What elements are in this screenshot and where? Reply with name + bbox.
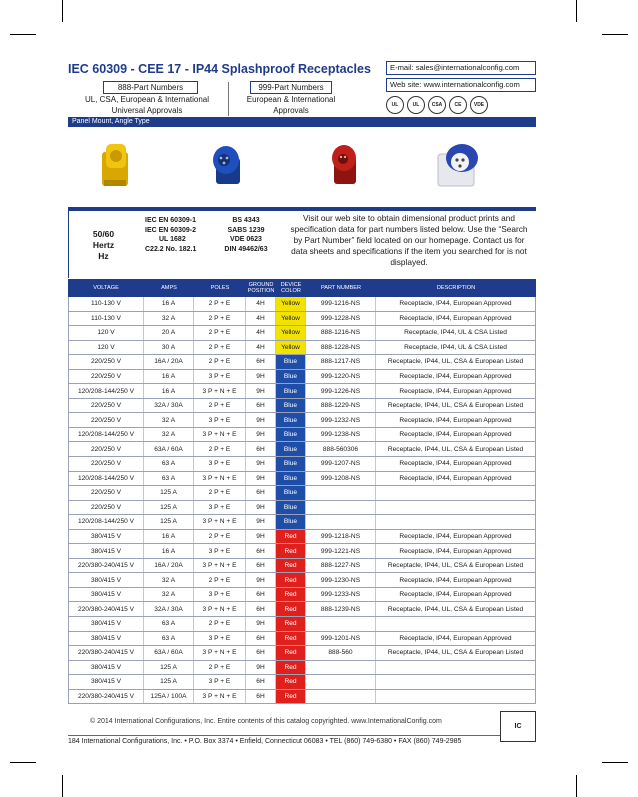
table-row: [68, 486, 536, 501]
standard-item: UL 1682: [159, 236, 186, 243]
cell-amps: 63 A: [144, 472, 194, 486]
cell-amps: 16 A: [144, 384, 194, 398]
cell-poles: 2 P + E: [194, 355, 246, 369]
cell-poles: 3 P + E: [194, 501, 246, 515]
cell-ground-position: 9H: [246, 428, 276, 442]
cell-ground-position: 9H: [246, 661, 276, 675]
cell-part-number: [306, 486, 376, 500]
cell-ground-position: 9H: [246, 457, 276, 471]
cell-ground-position: 6H: [246, 442, 276, 456]
table-row: [68, 559, 536, 574]
freq-line1: 50/60: [92, 229, 115, 239]
cell-poles: 3 P + N + E: [194, 646, 246, 660]
cell-ground-position: 6H: [246, 486, 276, 500]
cell-poles: 3 P + N + E: [194, 472, 246, 486]
cell-voltage: 220/250 V: [68, 486, 144, 500]
cell-part-number[interactable]: 888-1217-NS: [306, 355, 376, 369]
table-row: [68, 428, 536, 443]
cell-ground-position: 6H: [246, 675, 276, 689]
freq-line3: Hz: [98, 251, 109, 261]
cell-description: [376, 501, 536, 515]
cell-part-number[interactable]: 888-560: [306, 646, 376, 660]
cell-device-color: Blue: [276, 413, 306, 427]
cell-device-color: Yellow: [276, 297, 306, 311]
footer-divider: [68, 735, 500, 736]
cell-poles: 3 P + N + E: [194, 428, 246, 442]
cell-poles: 3 P + N + E: [194, 515, 246, 529]
cell-voltage: 220/250 V: [68, 442, 144, 456]
cell-voltage: 220/380-240/415 V: [68, 690, 144, 704]
approval-999: [232, 94, 350, 116]
cell-description: Receptacle, IP44, UL, CSA & European Listed: [376, 559, 536, 573]
crop-mark: [10, 34, 36, 35]
cell-ground-position: 9H: [246, 617, 276, 631]
cell-voltage: 220/380-240/415 V: [68, 559, 144, 573]
cell-device-color: Yellow: [276, 312, 306, 326]
frequency-block: [68, 211, 138, 278]
cell-description: Receptacle, IP44, European Approved: [376, 413, 536, 427]
cell-part-number[interactable]: 888-560306: [306, 442, 376, 456]
cell-voltage: 220/250 V: [68, 501, 144, 515]
standard-item: IEC EN 60309-2: [145, 226, 196, 234]
cell-voltage: 120 V: [68, 341, 144, 355]
cell-poles: 3 P + E: [194, 457, 246, 471]
cell-ground-position: 6H: [246, 690, 276, 704]
website-link[interactable]: Web site: www.internationalconfig.com: [386, 78, 536, 92]
table-row: [68, 341, 536, 356]
cert-mark-icon: CSA: [428, 96, 446, 114]
cell-ground-position: 4H: [246, 312, 276, 326]
cell-part-number[interactable]: 999-1220-NS: [306, 370, 376, 384]
approval-999-line2: Approvals: [273, 106, 309, 115]
approval-888-line2: Universal Approvals: [111, 106, 183, 115]
cell-voltage: 380/415 V: [68, 588, 144, 602]
cell-part-number[interactable]: 999-1230-NS: [306, 573, 376, 587]
cell-amps: 32A / 30A: [144, 399, 194, 413]
cell-poles: 2 P + E: [194, 312, 246, 326]
info-top-bar: [68, 207, 536, 211]
cell-part-number: [306, 690, 376, 704]
cell-amps: 16 A: [144, 370, 194, 384]
cell-device-color: Blue: [276, 399, 306, 413]
cell-part-number: [306, 617, 376, 631]
cell-amps: 16 A: [144, 530, 194, 544]
cell-description: Receptacle, IP44, UL, CSA & European Listed: [376, 355, 536, 369]
cell-poles: 2 P + E: [194, 341, 246, 355]
cert-mark-icon: CE: [449, 96, 467, 114]
cell-voltage: 220/250 V: [68, 457, 144, 471]
cell-poles: 3 P + N + E: [194, 602, 246, 616]
table-row: [68, 442, 536, 457]
table-row: [68, 530, 536, 545]
cell-poles: 2 P + E: [194, 442, 246, 456]
crop-mark: [576, 775, 577, 797]
cell-part-number[interactable]: 888-1228-NS: [306, 341, 376, 355]
cell-voltage: 220/250 V: [68, 355, 144, 369]
cell-amps: 20 A: [144, 326, 194, 340]
cell-ground-position: 9H: [246, 384, 276, 398]
header-part-number: PART NUMBER: [320, 284, 362, 291]
cell-ground-position: 6H: [246, 632, 276, 646]
cell-poles: 2 P + E: [194, 297, 246, 311]
standard-item: BS 4343: [232, 217, 260, 224]
cell-voltage: 220/250 V: [68, 399, 144, 413]
cell-part-number: [306, 501, 376, 515]
cell-amps: 63A / 60A: [144, 442, 194, 456]
table-row: [68, 399, 536, 414]
cell-part-number[interactable]: 888-1216-NS: [306, 326, 376, 340]
cell-description: Receptacle, IP44, European Approved: [376, 544, 536, 558]
cell-description: [376, 661, 536, 675]
cell-poles: 3 P + N + E: [194, 690, 246, 704]
cell-voltage: 380/415 V: [68, 530, 144, 544]
cell-part-number[interactable]: 999-1238-NS: [306, 428, 376, 442]
cell-poles: 3 P + E: [194, 632, 246, 646]
cell-part-number[interactable]: 999-1232-NS: [306, 413, 376, 427]
header-poles: POLES: [210, 284, 230, 291]
cell-device-color: Red: [276, 573, 306, 587]
cell-amps: 16 A: [144, 297, 194, 311]
mount-type-bar: Panel Mount, Angle Type: [68, 117, 536, 127]
table-row: [68, 384, 536, 399]
cell-voltage: 120/208-144/250 V: [68, 428, 144, 442]
cell-poles: 2 P + E: [194, 661, 246, 675]
cell-description: [376, 486, 536, 500]
header-divider: [228, 82, 229, 116]
company-address: 184 International Configurations, Inc. • P.O. Box 3374 • Enfield, Connecticut 06083 • TEL (860) 749-6380 • FAX (860) 749-2985: [68, 738, 462, 745]
cell-ground-position: 4H: [246, 297, 276, 311]
header-voltage: VOLTAGE: [93, 284, 119, 291]
cell-amps: 125 A: [144, 675, 194, 689]
cell-amps: 30 A: [144, 341, 194, 355]
cell-description: Receptacle, IP44, UL, CSA & European Listed: [376, 646, 536, 660]
table-row: [68, 617, 536, 632]
cell-description: Receptacle, IP44, European Approved: [376, 384, 536, 398]
standard-item: SABS 1239: [227, 226, 265, 234]
certification-marks: [386, 94, 536, 116]
cell-poles: 3 P + E: [194, 413, 246, 427]
cell-amps: 125 A: [144, 486, 194, 500]
copyright-note: © 2014 International Configurations, Inc. Entire contents of this catalog copyrighted. www.InternationalConfig.com: [90, 718, 442, 725]
cell-device-color: Yellow: [276, 326, 306, 340]
cell-device-color: Red: [276, 559, 306, 573]
email-link[interactable]: E-mail: sales@internationalconfig.com: [386, 61, 536, 75]
table-row: [68, 515, 536, 530]
cell-description: Receptacle, IP44, European Approved: [376, 297, 536, 311]
cell-poles: 2 P + E: [194, 573, 246, 587]
cell-description: Receptacle, IP44, UL & CSA Listed: [376, 341, 536, 355]
cell-device-color: Blue: [276, 457, 306, 471]
cell-ground-position: 9H: [246, 573, 276, 587]
standard-item: DIN 49462/63: [224, 245, 268, 253]
table-row: [68, 661, 536, 676]
approval-888-line1: UL, CSA, European & International: [84, 95, 210, 104]
cell-amps: 16 A: [144, 544, 194, 558]
cell-description: Receptacle, IP44, UL, CSA & European Listed: [376, 442, 536, 456]
cell-device-color: Blue: [276, 515, 306, 529]
cell-description: Receptacle, IP44, European Approved: [376, 530, 536, 544]
cell-description: Receptacle, IP44, UL, CSA & European Listed: [376, 399, 536, 413]
cell-poles: 2 P + E: [194, 399, 246, 413]
table-row: [68, 472, 536, 487]
cell-description: Receptacle, IP44, UL & CSA Listed: [376, 326, 536, 340]
cell-part-number[interactable]: 999-1233-NS: [306, 588, 376, 602]
cell-poles: 2 P + E: [194, 326, 246, 340]
receptacle-table: [68, 297, 536, 704]
cell-voltage: 220/250 V: [68, 370, 144, 384]
cell-amps: 16A / 20A: [144, 559, 194, 573]
cell-poles: 3 P + E: [194, 675, 246, 689]
cell-ground-position: 6H: [246, 602, 276, 616]
cell-part-number[interactable]: 999-1221-NS: [306, 544, 376, 558]
cell-ground-position: 4H: [246, 341, 276, 355]
cell-part-number: [306, 515, 376, 529]
cell-device-color: Red: [276, 661, 306, 675]
cell-amps: 32 A: [144, 588, 194, 602]
cell-ground-position: 9H: [246, 530, 276, 544]
cell-device-color: Yellow: [276, 341, 306, 355]
cell-voltage: 110-130 V: [68, 312, 144, 326]
cell-voltage: 380/415 V: [68, 661, 144, 675]
standard-item: VDE 0623: [230, 236, 262, 243]
table-row: [68, 370, 536, 385]
table-row: [68, 675, 536, 690]
cell-device-color: Red: [276, 646, 306, 660]
cell-device-color: Blue: [276, 442, 306, 456]
cell-description: Receptacle, IP44, European Approved: [376, 472, 536, 486]
cell-description: Receptacle, IP44, European Approved: [376, 370, 536, 384]
table-row: [68, 457, 536, 472]
cell-voltage: 120/208-144/250 V: [68, 515, 144, 529]
cell-amps: 125 A: [144, 661, 194, 675]
cell-ground-position: 9H: [246, 370, 276, 384]
cell-ground-position: 9H: [246, 472, 276, 486]
cell-poles: 3 P + N + E: [194, 559, 246, 573]
cell-poles: 2 P + E: [194, 530, 246, 544]
table-row: [68, 326, 536, 341]
cell-voltage: 220/250 V: [68, 413, 144, 427]
cell-poles: 3 P + E: [194, 544, 246, 558]
crop-mark: [62, 0, 63, 22]
cell-amps: 32 A: [144, 428, 194, 442]
table-row: [68, 544, 536, 559]
cell-poles: 3 P + E: [194, 588, 246, 602]
cell-device-color: Blue: [276, 472, 306, 486]
cell-device-color: Blue: [276, 486, 306, 500]
crop-mark: [576, 0, 577, 22]
cell-device-color: Red: [276, 675, 306, 689]
part-999-label: 999-Part Numbers: [250, 81, 332, 94]
table-row: [68, 646, 536, 661]
cell-poles: 3 P + E: [194, 370, 246, 384]
cell-device-color: Blue: [276, 355, 306, 369]
cell-amps: 63 A: [144, 617, 194, 631]
cell-poles: 2 P + E: [194, 486, 246, 500]
cell-voltage: 380/415 V: [68, 544, 144, 558]
header-amps: AMPS: [161, 284, 177, 291]
cell-amps: 32 A: [144, 413, 194, 427]
freq-line2: Hertz: [92, 240, 115, 250]
cell-voltage: 120 V: [68, 326, 144, 340]
standards-col1: [145, 216, 196, 254]
cell-voltage: 380/415 V: [68, 675, 144, 689]
table-row: [68, 573, 536, 588]
yellow-receptacle-icon: [88, 140, 140, 190]
crop-mark: [602, 34, 628, 35]
cell-part-number[interactable]: 999-1208-NS: [306, 472, 376, 486]
standards-col2: [216, 216, 276, 254]
cell-part-number[interactable]: 888-1229-NS: [306, 399, 376, 413]
table-row: [68, 690, 536, 705]
cell-description: [376, 617, 536, 631]
cell-part-number[interactable]: 999-1226-NS: [306, 384, 376, 398]
cell-part-number: [306, 675, 376, 689]
cell-part-number[interactable]: 999-1201-NS: [306, 632, 376, 646]
crop-mark: [62, 775, 63, 797]
cell-ground-position: 6H: [246, 355, 276, 369]
cell-description: Receptacle, IP44, UL, CSA & European Listed: [376, 602, 536, 616]
table-row: [68, 413, 536, 428]
table-row: [68, 632, 536, 647]
cell-voltage: 120/208-144/250 V: [68, 384, 144, 398]
cert-mark-icon: VDE: [470, 96, 488, 114]
table-row: [68, 588, 536, 603]
cell-device-color: Blue: [276, 370, 306, 384]
part-888-label: 888-Part Numbers: [103, 81, 198, 94]
header-ground-position: GROUND POSITION: [247, 281, 275, 294]
logo-text: IC: [514, 723, 522, 730]
cell-description: [376, 690, 536, 704]
cell-description: Receptacle, IP44, European Approved: [376, 573, 536, 587]
cell-description: Receptacle, IP44, European Approved: [376, 457, 536, 471]
cell-amps: 16A / 20A: [144, 355, 194, 369]
cell-amps: 125 A: [144, 515, 194, 529]
cell-voltage: 220/380-240/415 V: [68, 646, 144, 660]
cell-poles: 3 P + N + E: [194, 384, 246, 398]
cell-voltage: 380/415 V: [68, 632, 144, 646]
cell-device-color: Blue: [276, 501, 306, 515]
cell-amps: 32 A: [144, 573, 194, 587]
header-device-color: DEVICE COLOR: [280, 281, 302, 294]
cell-part-number[interactable]: 999-1228-NS: [306, 312, 376, 326]
cell-part-number[interactable]: 999-1218-NS: [306, 530, 376, 544]
header-description: DESCRIPTION: [436, 284, 476, 291]
red-receptacle-icon: [316, 140, 368, 190]
cell-description: [376, 675, 536, 689]
cell-ground-position: 4H: [246, 326, 276, 340]
company-logo: [500, 711, 536, 742]
cell-ground-position: 6H: [246, 559, 276, 573]
cell-description: Receptacle, IP44, European Approved: [376, 632, 536, 646]
cell-part-number[interactable]: 999-1207-NS: [306, 457, 376, 471]
cell-device-color: Red: [276, 690, 306, 704]
standard-item: IEC EN 60309-1: [145, 217, 196, 224]
cell-device-color: Red: [276, 617, 306, 631]
cell-amps: 125 A: [144, 501, 194, 515]
cell-voltage: 120/208-144/250 V: [68, 472, 144, 486]
cell-ground-position: 6H: [246, 399, 276, 413]
cell-device-color: Red: [276, 602, 306, 616]
crop-mark: [602, 762, 628, 763]
cell-part-number: [306, 661, 376, 675]
white-base-receptacle-icon: [432, 140, 484, 190]
cell-description: Receptacle, IP44, European Approved: [376, 428, 536, 442]
cell-part-number[interactable]: 888-1227-NS: [306, 559, 376, 573]
table-header: [68, 279, 536, 297]
cell-description: Receptacle, IP44, European Approved: [376, 588, 536, 602]
table-row: [68, 602, 536, 617]
cell-device-color: Red: [276, 632, 306, 646]
crop-mark: [10, 762, 36, 763]
cell-amps: 32A / 30A: [144, 602, 194, 616]
cell-device-color: Red: [276, 588, 306, 602]
cell-poles: 2 P + E: [194, 617, 246, 631]
cell-amps: 63 A: [144, 632, 194, 646]
standard-item: C22.2 No. 182.1: [145, 245, 197, 253]
cell-device-color: Blue: [276, 384, 306, 398]
approval-888: [68, 94, 226, 116]
cell-amps: 63 A: [144, 457, 194, 471]
cell-amps: 125A / 100A: [144, 690, 194, 704]
cell-device-color: Red: [276, 530, 306, 544]
table-row: [68, 312, 536, 327]
table-row: [68, 501, 536, 516]
cell-ground-position: 6H: [246, 646, 276, 660]
visit-website-note: Visit our web site to obtain dimensional product prints and specification data for part numbers listed below. Use the “Search by Part Number” field located on our homepage. Contact us for data sheets and specifications if the item you searched for is not displayed.: [290, 213, 528, 267]
table-row: [68, 297, 536, 312]
cert-mark-icon: UL: [386, 96, 404, 114]
page-title: IEC 60309 - CEE 17 - IP44 Splashproof Receptacles: [68, 62, 371, 76]
cell-device-color: Red: [276, 544, 306, 558]
table-row: [68, 355, 536, 370]
cell-voltage: 220/380-240/415 V: [68, 602, 144, 616]
cell-ground-position: 9H: [246, 501, 276, 515]
cell-voltage: 110-130 V: [68, 297, 144, 311]
cell-ground-position: 6H: [246, 544, 276, 558]
cell-voltage: 380/415 V: [68, 617, 144, 631]
cell-ground-position: 9H: [246, 515, 276, 529]
cell-amps: 63A / 60A: [144, 646, 194, 660]
cell-part-number[interactable]: 888-1239-NS: [306, 602, 376, 616]
cell-part-number[interactable]: 999-1216-NS: [306, 297, 376, 311]
cell-amps: 32 A: [144, 312, 194, 326]
cell-description: Receptacle, IP44, European Approved: [376, 312, 536, 326]
cell-description: [376, 515, 536, 529]
blue-receptacle-icon: [200, 140, 252, 190]
approval-999-line1: European & International: [246, 95, 336, 104]
cell-voltage: 380/415 V: [68, 573, 144, 587]
cert-mark-icon: UL: [407, 96, 425, 114]
cell-device-color: Blue: [276, 428, 306, 442]
cell-ground-position: 6H: [246, 588, 276, 602]
cell-ground-position: 9H: [246, 413, 276, 427]
